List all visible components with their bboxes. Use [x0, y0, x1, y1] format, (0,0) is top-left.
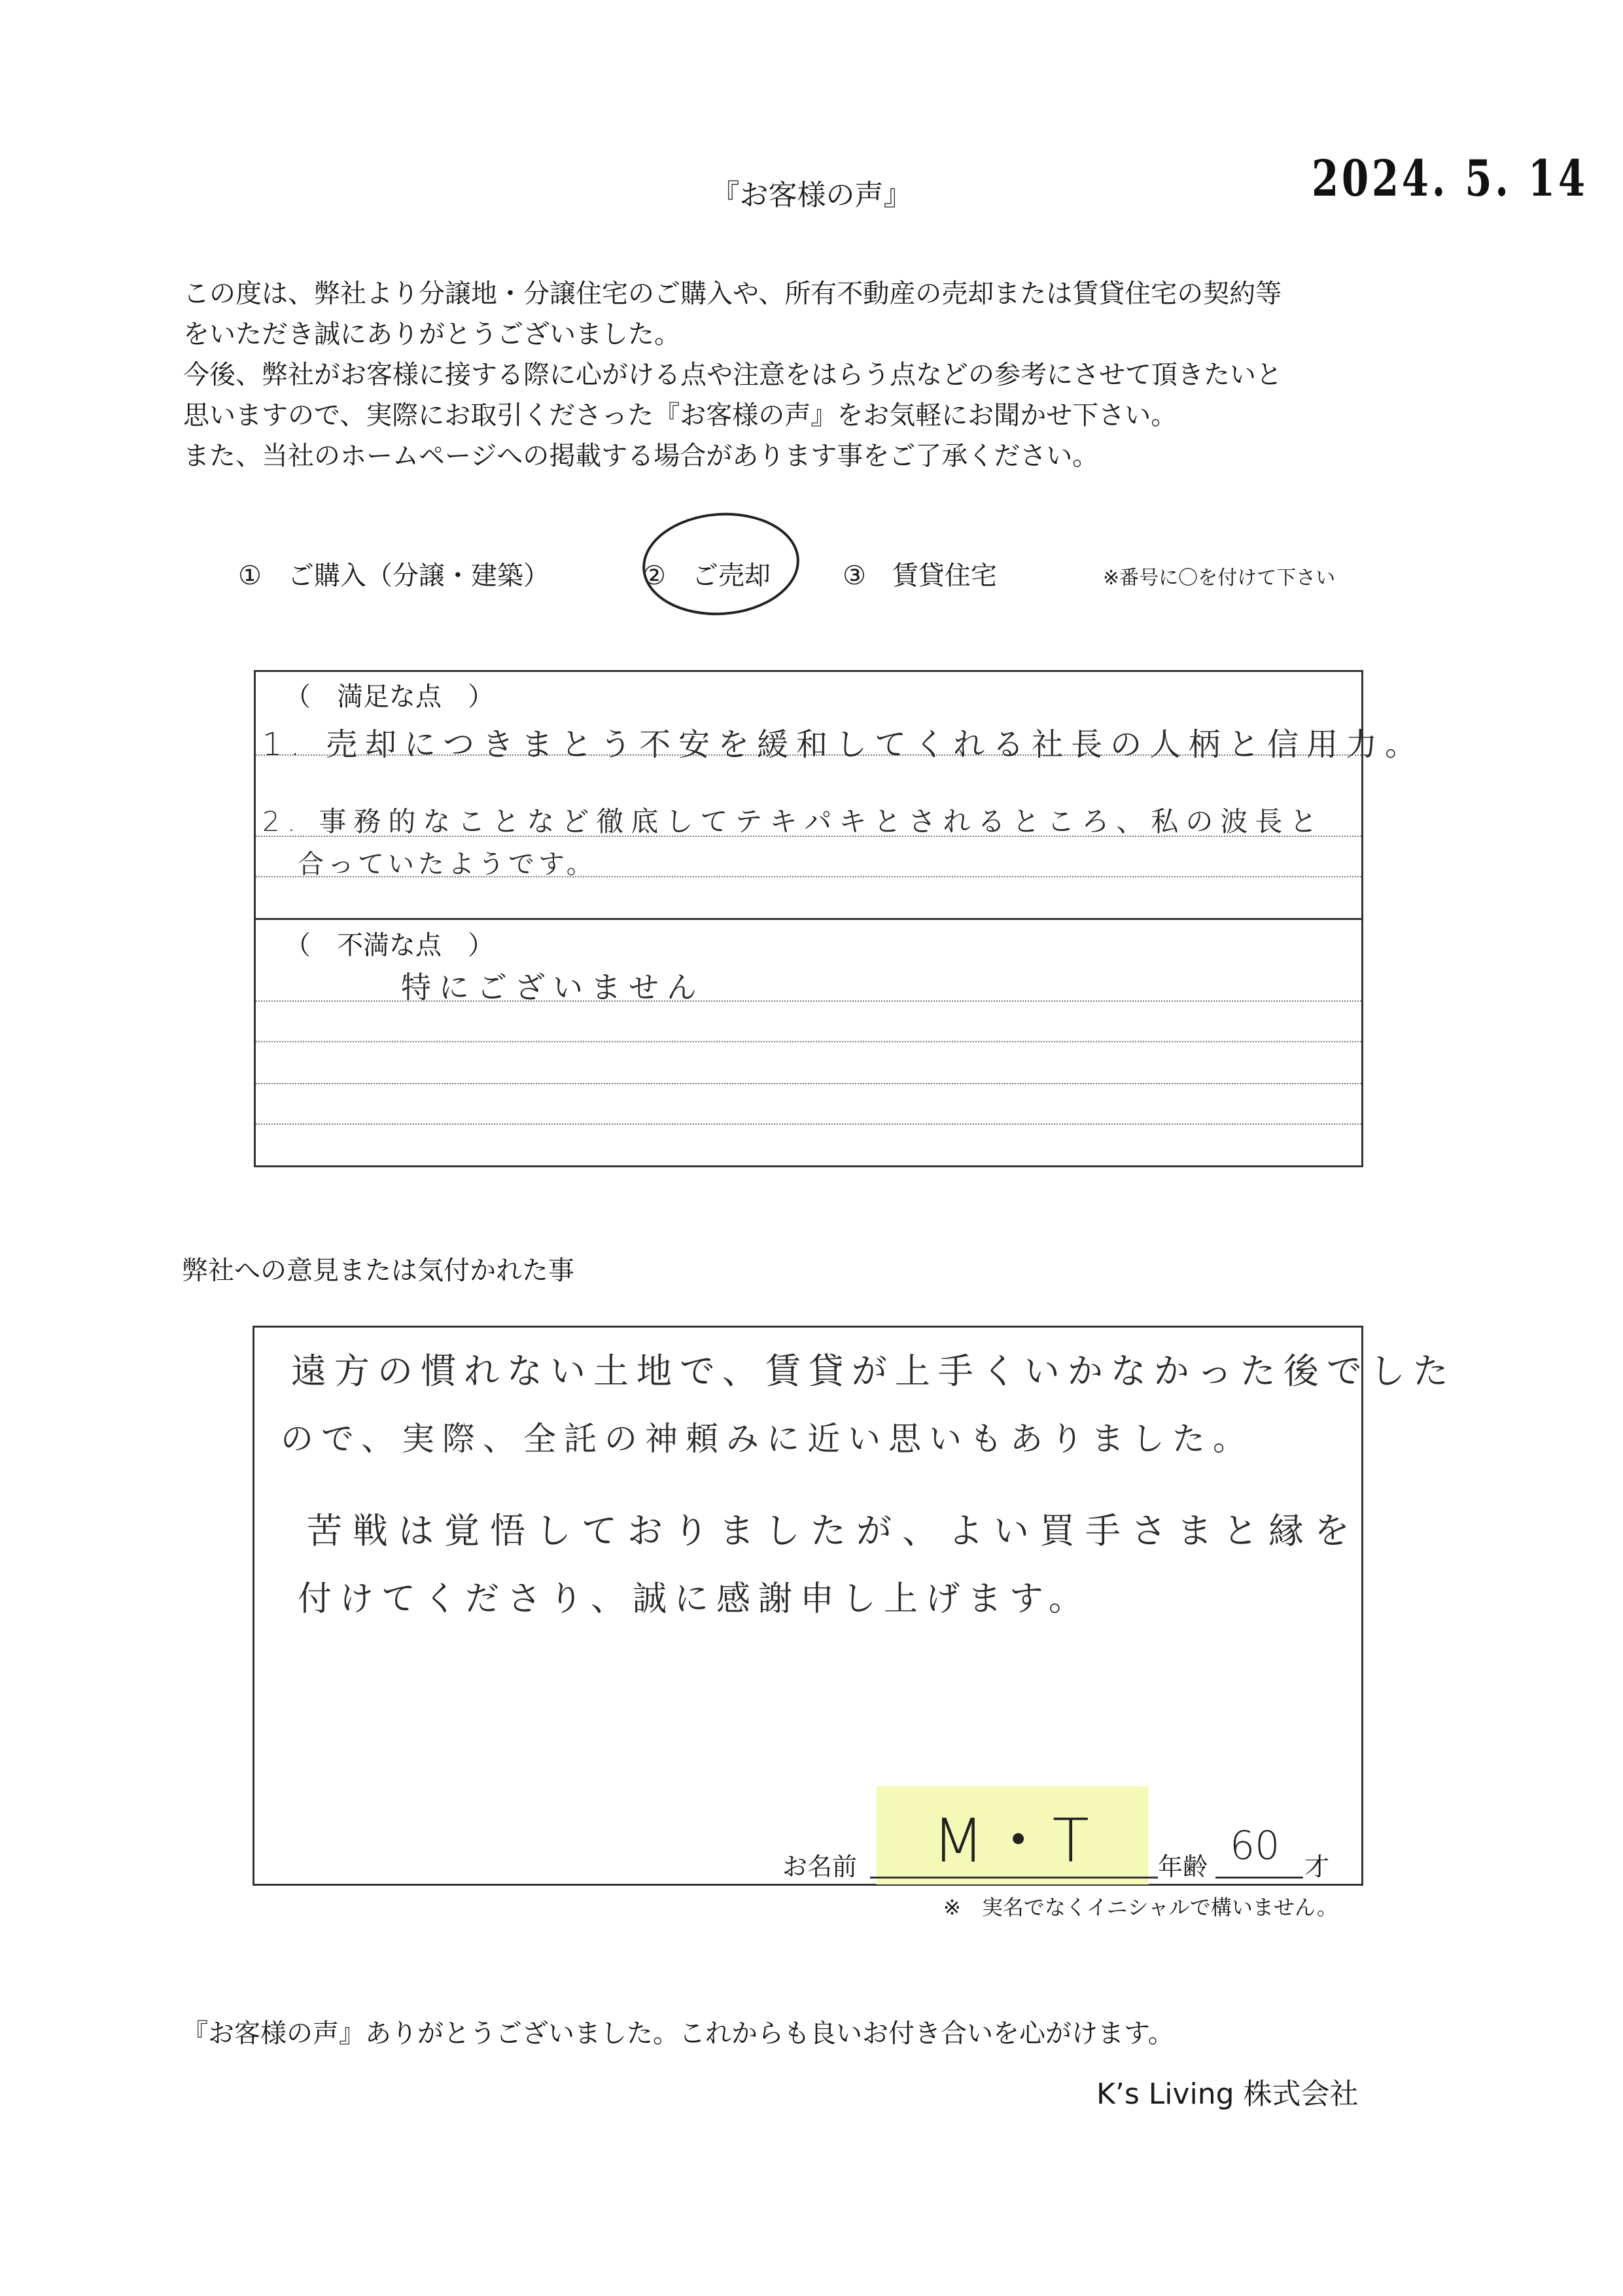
- opinion-label: 弊社への意見または気付かれた事: [182, 1256, 574, 1286]
- satisfied-answer-line: 1. 売却につきまとう不安を緩和してくれる社長の人柄と信用力。: [262, 726, 1425, 763]
- opinion-answer-line: ので、実際、全託の神頼みに近い思いもありました。: [281, 1420, 1253, 1458]
- name-label: お名前: [782, 1852, 858, 1881]
- form-title: 『お客様の声』: [710, 179, 913, 212]
- intro-line: をいただき誠にありがとうございました。: [183, 319, 680, 349]
- age-underline: [1215, 1877, 1303, 1879]
- age-unit: 才: [1304, 1852, 1330, 1881]
- intro-line: 今後、弊社がお客様に接する際に心がける点や注意をはらう点などの参考にさせて頂きたいと: [183, 360, 1282, 390]
- feedback-box: [254, 670, 1425, 1167]
- intro-line: 思いますので、実際にお取引くださった『お客様の声』をお気軽にお聞かせ下さい。: [183, 400, 1178, 431]
- intro-paragraph: [183, 274, 1465, 476]
- option-instruction-note: ※番号に〇を付けて下さい: [1103, 567, 1336, 590]
- age-label: 年齢: [1158, 1852, 1208, 1881]
- opinion-answer-line: 苦戦は覚悟しておりましたが、よい買手さまと縁を: [307, 1510, 1360, 1551]
- ruled-line: [256, 1041, 1361, 1042]
- name-value[interactable]: M・T: [932, 1806, 1093, 1876]
- satisfied-label: （ 満足な点 ）: [285, 682, 494, 712]
- initials-note: ※ 実名でなくイニシャルで構いません。: [943, 1895, 1338, 1920]
- ruled-line: [256, 1083, 1361, 1084]
- company-name: K’s Living 株式会社: [1096, 2077, 1359, 2111]
- opinion-answer-line: 付けてくださり、誠に感謝申し上げます。: [298, 1580, 1091, 1619]
- option-rental[interactable]: ③ 賃貸住宅: [843, 561, 997, 591]
- opinion-box: [253, 1326, 1456, 1886]
- option-purchase[interactable]: ① ご購入（分譲・建築）: [238, 561, 550, 591]
- footer-thanks: 『お客様の声』ありがとうございました。これからも良いお付き合いを心がけます。: [182, 2019, 1174, 2049]
- form-date: 2024. 5. 14: [1312, 149, 1588, 207]
- intro-line: また、当社のホームページへの掲載する場合があります事をご了承ください。: [183, 441, 1099, 471]
- selection-circle-mark: [639, 508, 803, 620]
- opinion-answer-line: 遠方の慣れない土地で、賃貸が上手くいかなかった後でした: [291, 1351, 1456, 1392]
- satisfied-answer-line: 2. 事務的なことなど徹底してテキパキとされるところ、私の波長と: [262, 805, 1325, 838]
- ruled-line: [256, 1123, 1361, 1125]
- dissatisfied-label: （ 不満な点 ）: [285, 930, 494, 961]
- age-value[interactable]: 60: [1230, 1823, 1280, 1869]
- intro-line: この度は、弊社より分譲地・分譲住宅のご購入や、所有不動産の売却または賃貸住宅の契約等: [183, 279, 1282, 309]
- satisfied-answer-line: 合っていたようです。: [298, 849, 597, 879]
- section-divider: [256, 918, 1361, 920]
- option-sale[interactable]: ② ご売却: [642, 561, 771, 591]
- dissatisfied-answer-line: 特にございません: [401, 970, 705, 1005]
